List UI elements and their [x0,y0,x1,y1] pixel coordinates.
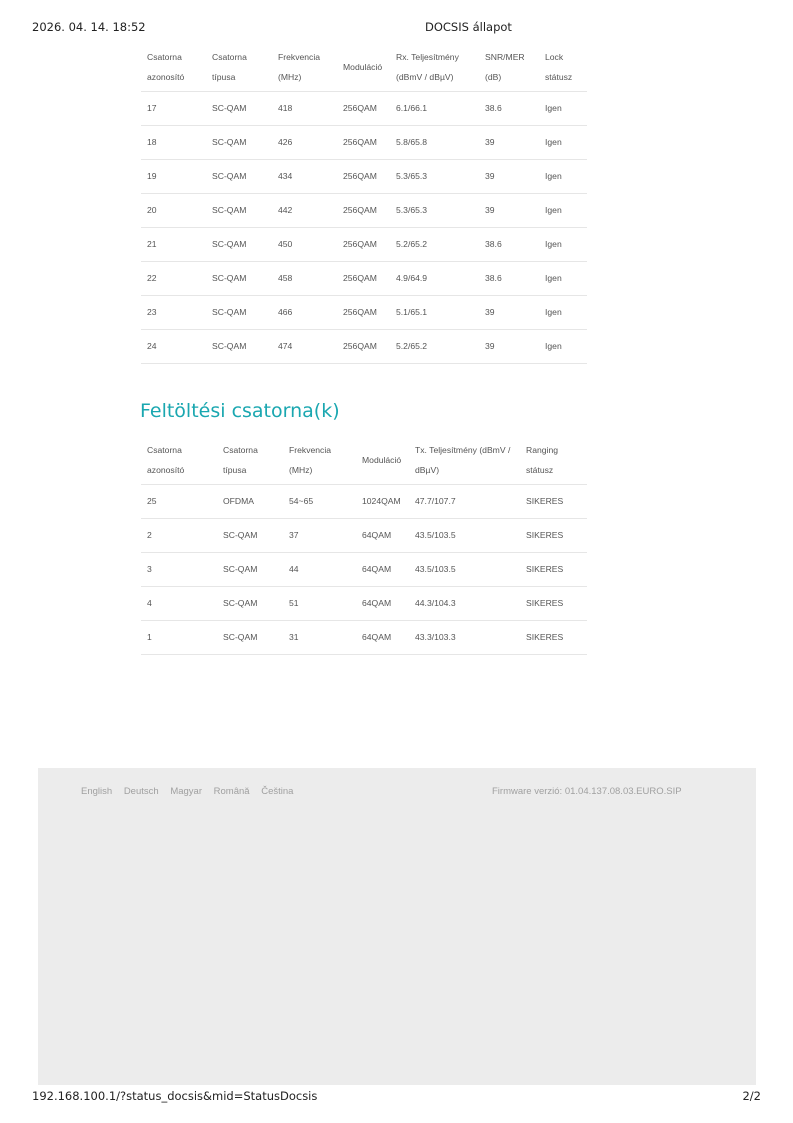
cell-channel-type: SC-QAM [212,205,247,215]
cell-modulation: 256QAM [343,341,377,351]
header-snr: SNR/MER (dB) [485,51,525,82]
header-lock-status: Lock státusz [545,51,573,82]
cell-channel-id: 25 [147,496,157,506]
cell-channel-id: 21 [147,239,157,249]
cell-channel-id: 19 [147,171,157,181]
cell-snr: 39 [485,341,495,351]
cell-ranging-status: SIKERES [526,564,564,574]
cell-channel-id: 2 [147,530,152,540]
cell-modulation: 256QAM [343,273,377,283]
table-row [141,295,587,329]
cell-lock-status: Igen [545,103,562,113]
header-modulation: Moduláció [362,454,402,465]
cell-tx-power: 44.3/104.3 [415,598,456,608]
print-header-title: DOCSIS állapot [425,20,512,34]
cell-lock-status: Igen [545,205,562,215]
header-channel-id: Csatorna azonosító [147,444,185,475]
cell-rx-power: 5.8/65.8 [396,137,428,147]
header-modulation: Moduláció [343,61,383,72]
table-row [141,484,587,518]
upstream-channels-table [141,436,587,655]
header-tx-power: Tx. Teljesítmény (dBmV / dBµV) [415,444,511,475]
cell-snr: 38.6 [485,239,502,249]
cell-frequency: 44 [289,564,299,574]
header-ranging-status: Ranging státusz [526,444,559,475]
cell-channel-type: SC-QAM [212,341,247,351]
cell-lock-status: Igen [545,171,562,181]
cell-channel-id: 22 [147,273,157,283]
cell-channel-type: SC-QAM [223,530,258,540]
cell-frequency: 450 [278,239,293,249]
header-channel-type: Csatorna típusa [223,444,258,475]
firmware-version: Firmware verzió: 01.04.137.08.03.EURO.SIP [492,786,682,797]
print-footer-page-number: 2/2 [742,1089,761,1103]
table-row [141,552,587,586]
cell-modulation: 256QAM [343,137,377,147]
cell-modulation: 64QAM [362,564,392,574]
cell-rx-power: 5.2/65.2 [396,239,428,249]
cell-frequency: 31 [289,632,299,642]
cell-rx-power: 5.2/65.2 [396,341,428,351]
cell-frequency: 434 [278,171,293,181]
print-header-date: 2026. 04. 14. 18:52 [32,20,146,34]
header-channel-id: Csatorna azonosító [147,51,185,82]
cell-snr: 38.6 [485,273,502,283]
cell-channel-type: OFDMA [223,496,255,506]
cell-frequency: 418 [278,103,293,113]
cell-channel-id: 24 [147,341,157,351]
cell-modulation: 256QAM [343,307,377,317]
cell-frequency: 474 [278,341,293,351]
table-row [141,620,587,654]
downstream-channels-table [141,43,587,364]
cell-modulation: 256QAM [343,239,377,249]
header-channel-type: Csatorna típusa [212,51,247,82]
cell-channel-id: 20 [147,205,157,215]
table-header-row [141,436,587,484]
cell-frequency: 51 [289,598,299,608]
table-row [141,91,587,125]
cell-channel-id: 3 [147,564,152,574]
cell-snr: 38.6 [485,103,502,113]
cell-modulation: 1024QAM [362,496,401,506]
cell-rx-power: 5.3/65.3 [396,171,428,181]
language-link-cestina[interactable]: Čeština [261,786,294,797]
cell-channel-type: SC-QAM [212,239,247,249]
cell-channel-type: SC-QAM [223,598,258,608]
cell-channel-type: SC-QAM [212,273,247,283]
cell-lock-status: Igen [545,307,562,317]
cell-lock-status: Igen [545,137,562,147]
cell-ranging-status: SIKERES [526,598,564,608]
cell-channel-type: SC-QAM [212,171,247,181]
cell-channel-type: SC-QAM [212,307,247,317]
cell-lock-status: Igen [545,273,562,283]
cell-channel-id: 23 [147,307,157,317]
cell-tx-power: 43.5/103.5 [415,530,456,540]
cell-tx-power: 47.7/107.7 [415,496,456,506]
cell-channel-type: SC-QAM [223,632,258,642]
cell-snr: 39 [485,307,495,317]
upstream-section-title: Feltöltési csatorna(k) [140,400,340,422]
language-link-romana[interactable]: Română [213,786,250,797]
cell-tx-power: 43.5/103.5 [415,564,456,574]
cell-frequency: 37 [289,530,299,540]
table-row [141,193,587,227]
cell-tx-power: 43.3/103.3 [415,632,456,642]
cell-channel-id: 18 [147,137,157,147]
table-header-row [141,43,587,91]
header-rx-power: Rx. Teljesítmény (dBmV / dBµV) [396,51,459,82]
language-link-deutsch[interactable]: Deutsch [123,786,159,797]
cell-channel-id: 1 [147,632,152,642]
cell-modulation: 64QAM [362,598,392,608]
cell-channel-id: 4 [147,598,152,608]
table-row [141,125,587,159]
cell-frequency: 54~65 [289,496,314,506]
cell-modulation: 64QAM [362,632,392,642]
cell-channel-type: SC-QAM [223,564,258,574]
cell-lock-status: Igen [545,341,562,351]
cell-rx-power: 5.3/65.3 [396,205,428,215]
cell-channel-id: 17 [147,103,157,113]
table-row [141,227,587,261]
header-frequency: Frekvencia (MHz) [289,444,332,475]
cell-lock-status: Igen [545,239,562,249]
cell-modulation: 256QAM [343,205,377,215]
cell-frequency: 458 [278,273,293,283]
language-list [81,786,302,797]
cell-snr: 39 [485,171,495,181]
table-row [141,261,587,295]
footer-panel [38,768,756,1085]
table-row [141,159,587,193]
cell-ranging-status: SIKERES [526,632,564,642]
table-row [141,329,587,363]
cell-snr: 39 [485,137,495,147]
cell-frequency: 442 [278,205,293,215]
cell-ranging-status: SIKERES [526,530,564,540]
cell-channel-type: SC-QAM [212,137,247,147]
cell-modulation: 256QAM [343,171,377,181]
language-link-magyar[interactable]: Magyar [170,786,202,797]
cell-channel-type: SC-QAM [212,103,247,113]
cell-rx-power: 5.1/65.1 [396,307,428,317]
print-footer-url: 192.168.100.1/?status_docsis&mid=StatusDocsis [32,1089,318,1103]
cell-frequency: 426 [278,137,293,147]
cell-frequency: 466 [278,307,293,317]
cell-snr: 39 [485,205,495,215]
cell-rx-power: 6.1/66.1 [396,103,428,113]
table-row [141,518,587,552]
cell-modulation: 256QAM [343,103,377,113]
header-frequency: Frekvencia (MHz) [278,51,321,82]
cell-modulation: 64QAM [362,530,392,540]
table-row [141,586,587,620]
cell-ranging-status: SIKERES [526,496,564,506]
cell-rx-power: 4.9/64.9 [396,273,428,283]
language-link-english[interactable]: English [81,786,113,797]
